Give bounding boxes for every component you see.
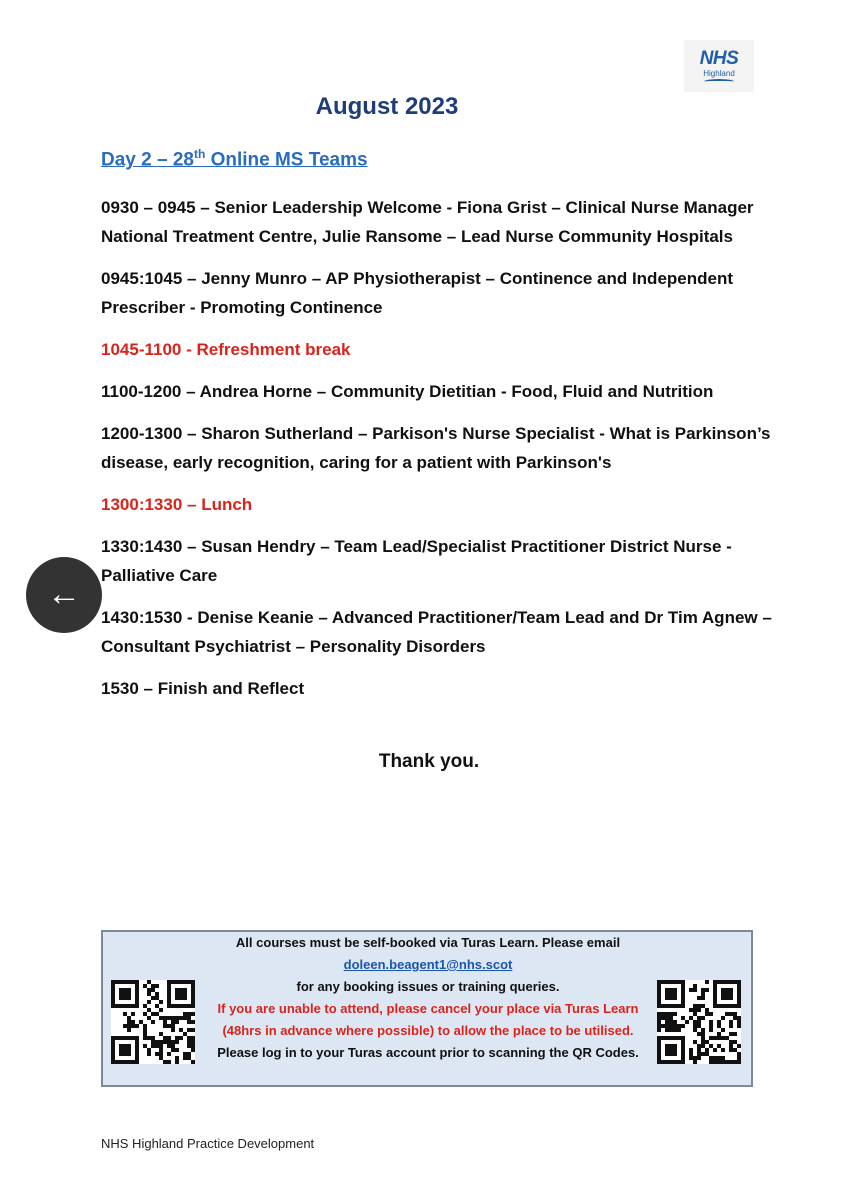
booking-info-box	[101, 930, 753, 1087]
agenda-list	[101, 193, 781, 716]
thank-you-text: Thank you.	[378, 751, 480, 772]
logo-swirl-icon	[704, 79, 734, 84]
agenda-item: 1530 – Finish and Reflect	[101, 679, 305, 698]
agenda-item: 1200-1300 – Sharon Sutherland – Parkison's Nurse Specialist - What is Parkinson’s disease, early recognition, caring for a patient with Parkinson's	[101, 424, 771, 472]
agenda-item: 0930 – 0945 – Senior Leadership Welcome - Fiona Grist – Clinical Nurse Manager National Treatment Centre, Julie Ransome – Lead Nurse Community Hospitals	[101, 198, 754, 246]
login-notice: Please log in to your Turas account prior to scanning the QR Codes.	[217, 1045, 639, 1060]
agenda-item: 1045-1100 - Refreshment break	[101, 340, 351, 359]
booking-line-2: for any booking issues or training queries.	[296, 979, 560, 994]
day-prefix: Day 2 – 28	[101, 149, 194, 171]
qr-code-right[interactable]	[657, 980, 741, 1064]
agenda-item: 1300:1330 – Lunch	[101, 495, 253, 514]
agenda-item: 0945:1045 – Jenny Munro – AP Physiotherapist – Continence and Independent Prescriber - Promoting Continence	[101, 269, 734, 317]
qr-code-left[interactable]	[111, 980, 195, 1064]
booking-line-1	[203, 932, 653, 976]
day-superscript: th	[193, 147, 206, 161]
booking-email-link[interactable]: doleen.beagent1@nhs.scot	[343, 957, 513, 972]
page-title: August 2023	[315, 93, 459, 120]
day-suffix: Online MS Teams	[205, 149, 368, 171]
agenda-item: 1430:1530 - Denise Keanie – Advanced Practitioner/Team Lead and Dr Tim Agnew – Consultant Psychiatrist – Personality Disorders	[101, 608, 772, 656]
footer-text: NHS Highland Practice Development	[101, 1136, 315, 1151]
arrow-left-icon: ←	[47, 575, 81, 613]
agenda-item: 1330:1430 – Susan Hendry – Team Lead/Specialist Practitioner District Nurse - Palliative Care	[101, 537, 732, 585]
cancellation-notice: If you are unable to attend, please cancel your place via Turas Learn (48hrs in advance where possible) to allow the place to be utilised.	[217, 1001, 639, 1038]
booking-instruction: All courses must be self-booked via Turas Learn. Please email	[235, 935, 621, 950]
logo-region: Highland	[703, 69, 735, 78]
nhs-highland-logo	[684, 40, 754, 92]
back-button[interactable]	[26, 557, 102, 633]
logo-brand: NHS	[699, 48, 739, 69]
day-heading	[101, 147, 368, 171]
agenda-item: 1100-1200 – Andrea Horne – Community Dietitian - Food, Fluid and Nutrition	[101, 382, 714, 401]
booking-text	[203, 932, 653, 1064]
